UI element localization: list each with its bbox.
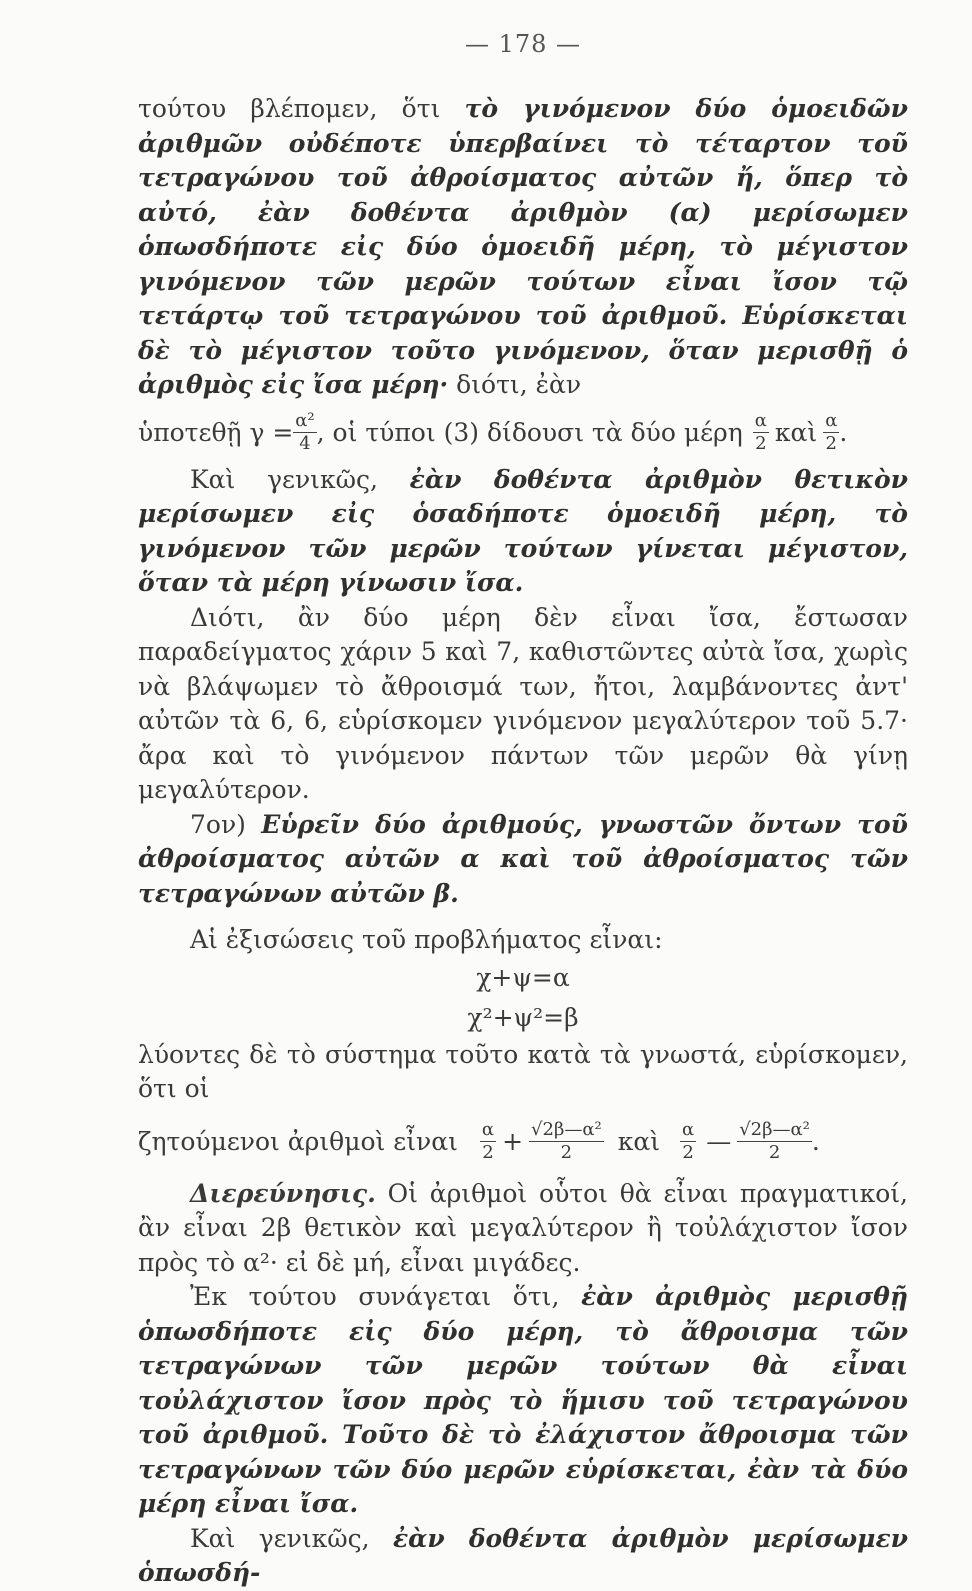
- text-plain: Καὶ γενικῶς,: [190, 1523, 393, 1553]
- text-emphasis: ἐὰν δοθέντα ἀριθμὸν θετικὸν μερίσωμεν εἰς ὁσαδήποτε ὁμοειδῆ μέρη, τὸ γινόμενον τῶν μερῶν τούτων γίνεται μέγιστον, ὅταν τὰ μέρη γίνωσιν ἴσα.: [138, 464, 908, 597]
- paragraph-problem-7: [138, 808, 908, 912]
- section-label: Διερεύνησις.: [190, 1178, 376, 1208]
- paragraph-solving: λύοντες δὲ τὸ σύστημα τοῦτο κατὰ τὰ γνωστά, εὑρίσκομεν, ὅτι οἱ: [138, 1039, 908, 1103]
- fraction-sqrt-over-2: $\frac{\text{√2β—α²}}{2}$: [739, 1119, 810, 1163]
- paragraph-general-2: [138, 1522, 908, 1591]
- text-plain: Οἱ ἀριθμοὶ οὗτοι θὰ εἶναι πραγματικοί, ἂν εἶναι 2β θετικὸν καὶ μεγαλύτερον ἢ τοὐλάχιστον ἴσον πρὸς τὸ α²· εἰ δὲ μή, εἶναι μιγάδες.: [138, 1178, 908, 1277]
- text-emphasis: ἐὰν ἀριθμὸς μερισθῇ ὁπωσδήποτε εἰς δύο μέρη, τὸ ἄθροισμα τῶν τετραγώνων τῶν μερῶν τούτων θὰ εἶναι τοὐλάχιστον ἴσον πρὸς τὸ ἥμισυ τοῦ τετραγώνου τοῦ ἀριθμοῦ. Τοῦτο δὲ τὸ ἐλάχιστον ἄθροισμα τῶν τετραγώνων τῶν δύο μερῶν εὑρίσκεται, ἐὰν τὰ δύο μέρη εἶναι ἴσα.: [138, 1282, 908, 1518]
- text-emphasis: τὸ γινόμενον δύο ὁμοειδῶν ἀριθμῶν οὐδέποτε ὑπερβαίνει τὸ τέταρτον τοῦ τετραγώνου τοῦ ἀθροίσματος αὐτῶν ἤ, ὅπερ τὸ αὐτό, ἐὰν δοθέντα ἀριθμὸν (α) μερίσωμεν ὁπωσδήποτε εἰς δύο ὁμοειδῆ μέρη, τὸ μέγιστον γινόμενον τῶν μερῶν τούτων εἶναι ἴσον τῷ τετάρτῳ τοῦ τετραγώνου τοῦ ἀριθμοῦ. Εὑρίσκεται δὲ τὸ μέγιστον τοῦτο γινόμενον, ὅταν μερισθῇ ὁ ἀριθμὸς εἰς ἴσα μέρη·: [138, 94, 909, 399]
- formula-line-solutions: [138, 1107, 908, 1177]
- formula-text: .: [811, 1127, 820, 1156]
- book-page: [138, 30, 908, 1591]
- paragraph-discussion: [138, 1177, 908, 1281]
- formula-text: , οἱ τύποι (3) δίδουσι τὰ δύο μέρη: [316, 418, 743, 447]
- equation-2: χ²+ψ²=β: [467, 1002, 579, 1032]
- formula-text: καὶ: [774, 418, 818, 447]
- fraction-a-over-2: $\frac{\alpha}{2}$: [481, 1119, 495, 1163]
- text-plain: Ἐκ τούτου συνάγεται ὅτι,: [190, 1282, 582, 1311]
- formula-text: ζητούμενοι ἀριθμοὶ εἶναι: [138, 1127, 458, 1156]
- formula-line-parts: [138, 403, 908, 463]
- minus-sign: —: [706, 1127, 732, 1156]
- paragraph-intro: [138, 92, 908, 403]
- fraction-a-over-2: $\frac{\alpha}{2}$: [825, 410, 838, 454]
- fraction-a-over-2: $\frac{\alpha}{2}$: [682, 1119, 695, 1163]
- page-number: — 178 —: [464, 30, 582, 58]
- fraction-sqrt-over-2: $\frac{\text{√2β—α²}}{2}$: [531, 1119, 602, 1163]
- text-plain: Καὶ γενικῶς,: [190, 464, 410, 494]
- text-emphasis: ἐὰν δοθέντα ἀριθμὸν μερίσωμεν ὁπωσδή-: [138, 1523, 908, 1587]
- paragraph-proof: Διότι, ἂν δύο μέρη δὲν εἶναι ἴσα, ἔστωσαν παραδείγματος χάριν 5 καὶ 7, καθιστῶντες αὐτὰ ἴσα, χωρὶς νὰ βλάψωμεν τὸ ἄθροισμά των, ἤτοι, λαμβάνοντες ἀντ' αὐτῶν τὰ 6, 6, εὑρίσκομεν γινόμενον μεγαλύτερον τοῦ 5.7· ἄρα καὶ τὸ γινόμενον πάντων τῶν μερῶν θὰ γίνῃ μεγαλύτερον.: [138, 602, 908, 804]
- fraction-a-over-2: $\frac{\alpha}{2}$: [754, 410, 767, 454]
- formula-text: .: [839, 418, 848, 447]
- formula-text: ὑποτεθῇ γ =: [138, 418, 294, 447]
- text-emphasis: Εὑρεῖν δύο ἀριθμούς, γνωστῶν ὄντων τοῦ ἀθροίσματος αὐτῶν α καὶ τοῦ ἀθροίσματος τῶν τετραγώνων αὐτῶν β.: [138, 809, 909, 908]
- problem-number: 7ον): [190, 809, 262, 839]
- paragraph-general-1: [138, 463, 908, 601]
- paragraph-equations-intro: Αἱ ἐξισώσεις τοῦ προβλήματος εἶναι:: [190, 925, 663, 954]
- formula-text: καὶ: [617, 1127, 661, 1156]
- fraction-a2-over-4: $\frac{\text{α²}}{4}$: [295, 410, 315, 454]
- paragraph-consequence: [138, 1280, 908, 1522]
- text-plain: τούτου βλέπομεν, ὅτι: [138, 94, 465, 123]
- equation-1: χ+ψ=α: [476, 962, 570, 992]
- plus-sign: +: [502, 1127, 524, 1156]
- text-plain: διότι, ἐὰν: [448, 370, 582, 399]
